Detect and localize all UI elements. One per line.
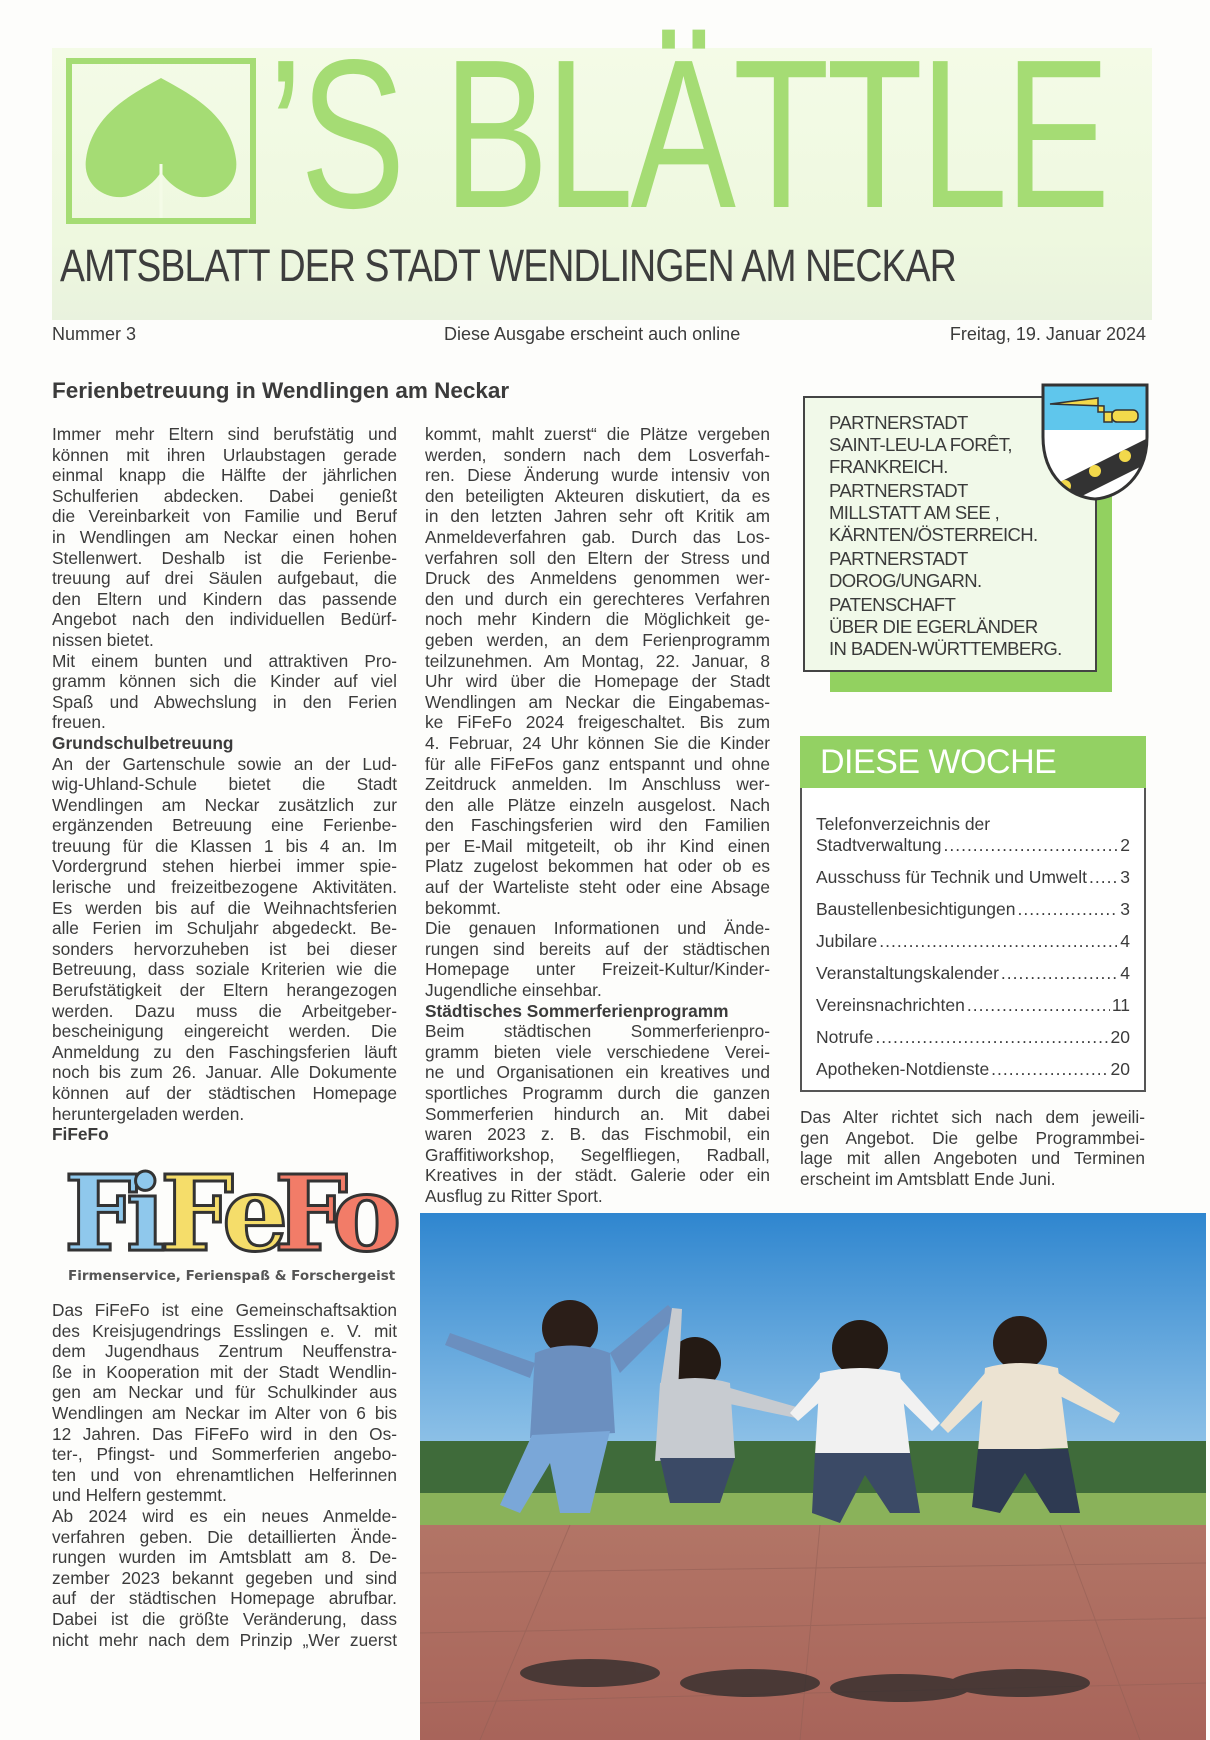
text-line: Das Alter richtet sich nach dem jeweili- [800, 1107, 1145, 1127]
text-line: Anmeldung zu den Faschingsferien läuft [52, 1041, 397, 1062]
text-line: 4. Februar, 24 Uhr können Sie die Kinder [425, 732, 770, 753]
text-line: alle Ferien im Schuljahr abgedeckt. Be- [52, 918, 397, 939]
text-line: Wendlingen am Neckar die Eingabemas- [425, 691, 770, 712]
article-column-3 [800, 1107, 1145, 1189]
text-line: nissen bietet. [52, 629, 154, 650]
text-line: bekommt. [425, 897, 501, 918]
text-line: teilzunehmen. Am Montag, 22. Januar, 8 [425, 650, 770, 671]
text-line: kommt, mahlt zuerst“ die Plätze vergeben [425, 424, 770, 444]
article-headline: Ferienbetreuung in Wendlingen am Neckar [52, 378, 510, 403]
toc-item[interactable] [816, 995, 1130, 1016]
partner-line: ÜBER DIE EGERLÄNDER [829, 616, 1038, 637]
children-jumping-photo [420, 1213, 1206, 1740]
diese-woche-header [800, 736, 1146, 788]
dot-leader [944, 835, 1119, 856]
section-heading: Grundschulbetreuung [52, 732, 234, 753]
text-line: Die genauen Informationen und Ände- [425, 918, 770, 939]
text-line: waren 2023 z. B. das Fischmobil, ein [425, 1124, 770, 1145]
text-line: ergänzenden Betreuung eine Ferienbe- [52, 815, 397, 836]
text-line: ne und Organisationen ein kreatives und [425, 1062, 770, 1083]
dot-leader [967, 995, 1110, 1016]
text-line: Spaß und Abwechslung in den Ferien [52, 691, 397, 712]
text-line: Platz zugelost bekommen hat oder ob es [425, 856, 770, 877]
text-line: wig-Uhland-Schule bietet die Stadt [52, 774, 397, 795]
text-line: Das FiFeFo ist eine Gemeinschaftsaktion [52, 1300, 397, 1320]
toc-item-label: Baustellenbesichtigungen [816, 899, 1016, 919]
text-line: Graffitiworkshop, Segelfliegen, Radball, [425, 1144, 770, 1165]
fifefo-tagline: Firmenservice, Ferienspaß & Forschergeist [68, 1268, 396, 1284]
text-line: Wendlingen am Neckar zusätzlich zur [52, 794, 397, 815]
text-line: An der Gartenschule sowie an der Lud- [52, 753, 397, 774]
newspaper-subtitle: AMTSBLATT DER STADT WENDLINGEN AM NECKAR [60, 240, 956, 291]
text-line: Kreatives in der städt. Galerie oder ein [425, 1165, 770, 1186]
text-line: zember 2023 bekannt gegeben und sind [52, 1567, 397, 1588]
text-line: treuung für die Klassen 1 bis 4 an. Im [52, 835, 397, 856]
fifefo-logo [60, 1150, 400, 1290]
toc-item-label: Stadtverwaltung [816, 835, 942, 855]
toc-item[interactable] [816, 899, 1130, 920]
text-line: geben werden, an dem Ferienprogramm [425, 629, 770, 650]
text-line: rungen wurden im Amtsblatt am 8. De- [52, 1547, 397, 1568]
text-line: können auf der städtischen Homepage [52, 1083, 397, 1103]
text-line: lage mit allen Angeboten und Terminen [800, 1148, 1145, 1169]
article-column-1-continued [52, 1300, 397, 1650]
text-line: in den letzten Jahren sehr oft Kritik am [425, 506, 770, 527]
article-column-2 [425, 424, 770, 1207]
text-line: dem Jugendhaus Zentrum Neuffenstra- [52, 1341, 397, 1362]
toc-item-page: 4 [1120, 963, 1130, 983]
text-line: Wendlingen am Neckar im Alter von 6 bis [52, 1402, 397, 1423]
newspaper-title: ’S BLÄTTLE [268, 15, 1108, 252]
text-line: für alle FiFeFos ganz entspannt und ohne [425, 753, 770, 774]
toc-item-label: Vereinsnachrichten [816, 995, 965, 1015]
toc-item-prefix: Telefonverzeichnis der [816, 814, 991, 834]
issue-date: Freitag, 19. Januar 2024 [949, 324, 1146, 344]
issue-number: Nummer 3 [52, 324, 137, 344]
partner-line: FRANKREICH. [829, 456, 948, 477]
dot-leader [991, 1059, 1108, 1080]
svg-text:o: o [332, 1152, 400, 1275]
text-line: gen Angebot. Die gelbe Programmbei- [800, 1127, 1145, 1148]
text-line: können mit ihren Urlaubstagen gerade [52, 444, 397, 465]
text-line: Sommerferien hindurch an. Mit dabei [425, 1103, 770, 1124]
toc-item-label: Apotheken-Notdienste [816, 1059, 990, 1079]
text-line: Ab 2024 wird es ein neues Anmelde- [52, 1505, 397, 1526]
text-line: rungen sind bereits auf der städtischen [425, 938, 770, 959]
svg-text:e: e [222, 1152, 289, 1275]
text-line: Immer mehr Eltern sind berufstätig und [52, 424, 397, 444]
toc-item[interactable] [816, 835, 1130, 856]
partner-line: MILLSTATT AM SEE , [829, 502, 1000, 523]
leaf-logo-icon [66, 58, 256, 224]
text-line: sonders hervorzuheben ist bei dieser [52, 938, 397, 959]
text-line: Zeitdruck anmelden. Im Anschluss wer- [425, 774, 770, 795]
text-line: gramm können sich die Kinder auf viel [52, 671, 397, 692]
text-line: Vordergrund stehen hierbei immer spie- [52, 856, 397, 877]
text-line: auf der Warteliste steht oder eine Absage [425, 877, 770, 898]
dot-leader [1089, 867, 1118, 888]
text-line: des Kreisjugendrings Esslingen e. V. mit [52, 1320, 397, 1341]
partner-line: PARTNERSTADT [829, 548, 968, 569]
toc-item-label: Ausschuss für Technik und Umwelt [816, 867, 1088, 887]
partner-line: IN BADEN-WÜRTTEMBERG. [829, 638, 1062, 659]
partner-entry [829, 548, 1095, 592]
text-line: Beim städtischen Sommerferienpro- [425, 1021, 770, 1042]
fifefo-heading [52, 1124, 397, 1145]
text-line: erscheint im Amtsblatt Ende Juni. [800, 1168, 1056, 1189]
text-line: einmal knapp die Hälfte der jährlichen [52, 465, 397, 486]
svg-text:F: F [64, 1152, 138, 1275]
text-line: Jugendliche einsehbar. [425, 980, 602, 1001]
section-heading: FiFeFo [52, 1124, 109, 1144]
toc-item-page: 20 [1110, 1027, 1130, 1047]
dot-leader [1017, 899, 1118, 920]
toc-item[interactable] [816, 931, 1130, 952]
partner-line: PARTNERSTADT [829, 480, 968, 501]
toc-item-label: Jubilare [816, 931, 878, 951]
svg-text:F: F [160, 1152, 234, 1275]
text-line: nicht mehr nach dem Prinzip „Wer zuerst [52, 1629, 397, 1650]
text-line: ke FiFeFo 2024 freigeschaltet. Bis zum [425, 712, 770, 733]
toc-item-label: Veranstaltungskalender [816, 963, 999, 983]
text-line: werden, sondern nach dem Losverfah- [425, 444, 770, 465]
text-line: Dabei ist die größte Veränderung, dass [52, 1608, 397, 1629]
svg-text:i: i [126, 1152, 166, 1275]
dot-leader [875, 1027, 1108, 1048]
text-line: heruntergeladen werden. [52, 1103, 245, 1124]
partner-line: DOROG/UNGARN. [829, 570, 982, 591]
text-line: lerische und freizeitbezogene Aktivitäten. [52, 877, 397, 898]
toc-item-page: 11 [1111, 995, 1130, 1015]
text-line: Schulferien abdecken. Dabei genießt [52, 485, 397, 506]
toc-item[interactable] [816, 867, 1130, 888]
coat-of-arms-icon [1040, 382, 1150, 502]
toc-item[interactable] [816, 963, 1130, 984]
text-line: in Wendlingen am Neckar einen hohen [52, 526, 397, 547]
text-line: Mit einem bunten und attraktiven Pro- [52, 650, 397, 671]
text-line: treuung auf drei Säulen aufgebaut, die [52, 568, 397, 589]
toc-item[interactable] [816, 1059, 1130, 1080]
text-line: Berufstätigkeit der Eltern herangezogen [52, 980, 397, 1001]
text-line: gramm bieten viele verschiedene Verei- [425, 1041, 770, 1062]
partner-line: SAINT-LEU-LA FORÊT, [829, 434, 1012, 455]
text-line: den und durch ein gerechteres Verfahren [425, 588, 770, 609]
online-note: Diese Ausgabe erscheint auch online [444, 324, 741, 344]
section-heading: Städtisches Sommerferienprogramm [425, 1000, 729, 1021]
diese-woche-title: DIESE WOCHE [820, 743, 1057, 781]
text-line: Uhr wird über die Homepage der Stadt [425, 671, 770, 692]
text-line: ße in Kooperation mit der Stadt Wendlin- [52, 1361, 397, 1382]
text-line: Anmeldeverfahren gab. Durch das Los- [425, 526, 770, 547]
text-line: Angebot nach den individuellen Bedürf- [52, 609, 397, 630]
toc-item-page: 4 [1120, 931, 1130, 951]
text-line: werden. Dazu muss die Arbeitgeber- [52, 1000, 397, 1021]
partner-line: KÄRNTEN/ÖSTERREICH. [829, 524, 1038, 545]
text-line: gen am Neckar und für Schulkinder aus [52, 1382, 397, 1403]
text-line: Homepage unter Freizeit-Kultur/Kinder- [425, 959, 770, 980]
text-line: verfahren geben. Die detaillierten Ände- [52, 1526, 397, 1547]
text-line: noch bis zum 26. Januar. Alle Dokumente [52, 1062, 397, 1083]
toc-item-page: 3 [1120, 899, 1130, 919]
text-line: per E-Mail mitgeteilt, ob ihr Kind einen [425, 835, 770, 856]
dot-leader [879, 931, 1118, 952]
text-line: und Helfern gestemmt. [52, 1485, 227, 1506]
toc-item-label: Notrufe [816, 1027, 874, 1047]
text-line: Druck des Anmeldens genommen wer- [425, 568, 770, 589]
text-line: den Eltern und Kindern das passende [52, 588, 397, 609]
toc-item-page: 3 [1120, 867, 1130, 887]
text-line: sportliches Programm durch die ganzen [425, 1083, 770, 1103]
toc-item-page: 2 [1120, 835, 1130, 855]
text-line: Ausflug zu Ritter Sport. [425, 1185, 603, 1206]
toc-item-page: 20 [1110, 1059, 1130, 1079]
text-line: die Vereinbarkeit von Familie und Beruf [52, 506, 397, 527]
dot-leader [1001, 963, 1118, 984]
toc-item[interactable] [816, 1027, 1130, 1048]
text-line: freuen. [52, 712, 106, 733]
text-line: bescheinigung eingereicht werden. Die [52, 1021, 397, 1042]
text-line: ter-, Pfingst- und Sommerferien angebo- [52, 1444, 397, 1465]
table-of-contents [800, 788, 1146, 1092]
text-line: ren. Diese Änderung wurde intensiv von [425, 465, 770, 486]
article-column-1 [52, 424, 397, 1124]
text-line: verfahren soll den Eltern der Stress und [425, 547, 770, 568]
partner-line: PARTNERSTADT [829, 412, 968, 433]
svg-text:F: F [274, 1152, 348, 1275]
text-line: den alle Plätze einzeln ausgelost. Nach [425, 794, 770, 815]
text-line: Es werden bis auf die Weihnachtsferien [52, 897, 397, 918]
partner-line: PATENSCHAFT [829, 594, 956, 615]
text-line: den Faschingsferien wird den Familien [425, 815, 770, 836]
text-line: noch mehr Kindern die Möglichkeit ge- [425, 609, 770, 630]
text-line: Stellenwert. Deshalb ist die Ferienbe- [52, 547, 397, 568]
text-line: Betreuung, dass soziale Kriterien wie die [52, 959, 397, 980]
text-line: ten und von ehrenamtlichen Helferinnen [52, 1464, 397, 1485]
text-line: 12 Jahren. Das FiFeFo wird in den Os- [52, 1423, 397, 1444]
text-line: auf der städtischen Homepage abrufbar. [52, 1588, 397, 1609]
partner-entry [829, 594, 1095, 660]
text-line: den beteiligten Akteuren diskutiert, da es [425, 485, 770, 506]
